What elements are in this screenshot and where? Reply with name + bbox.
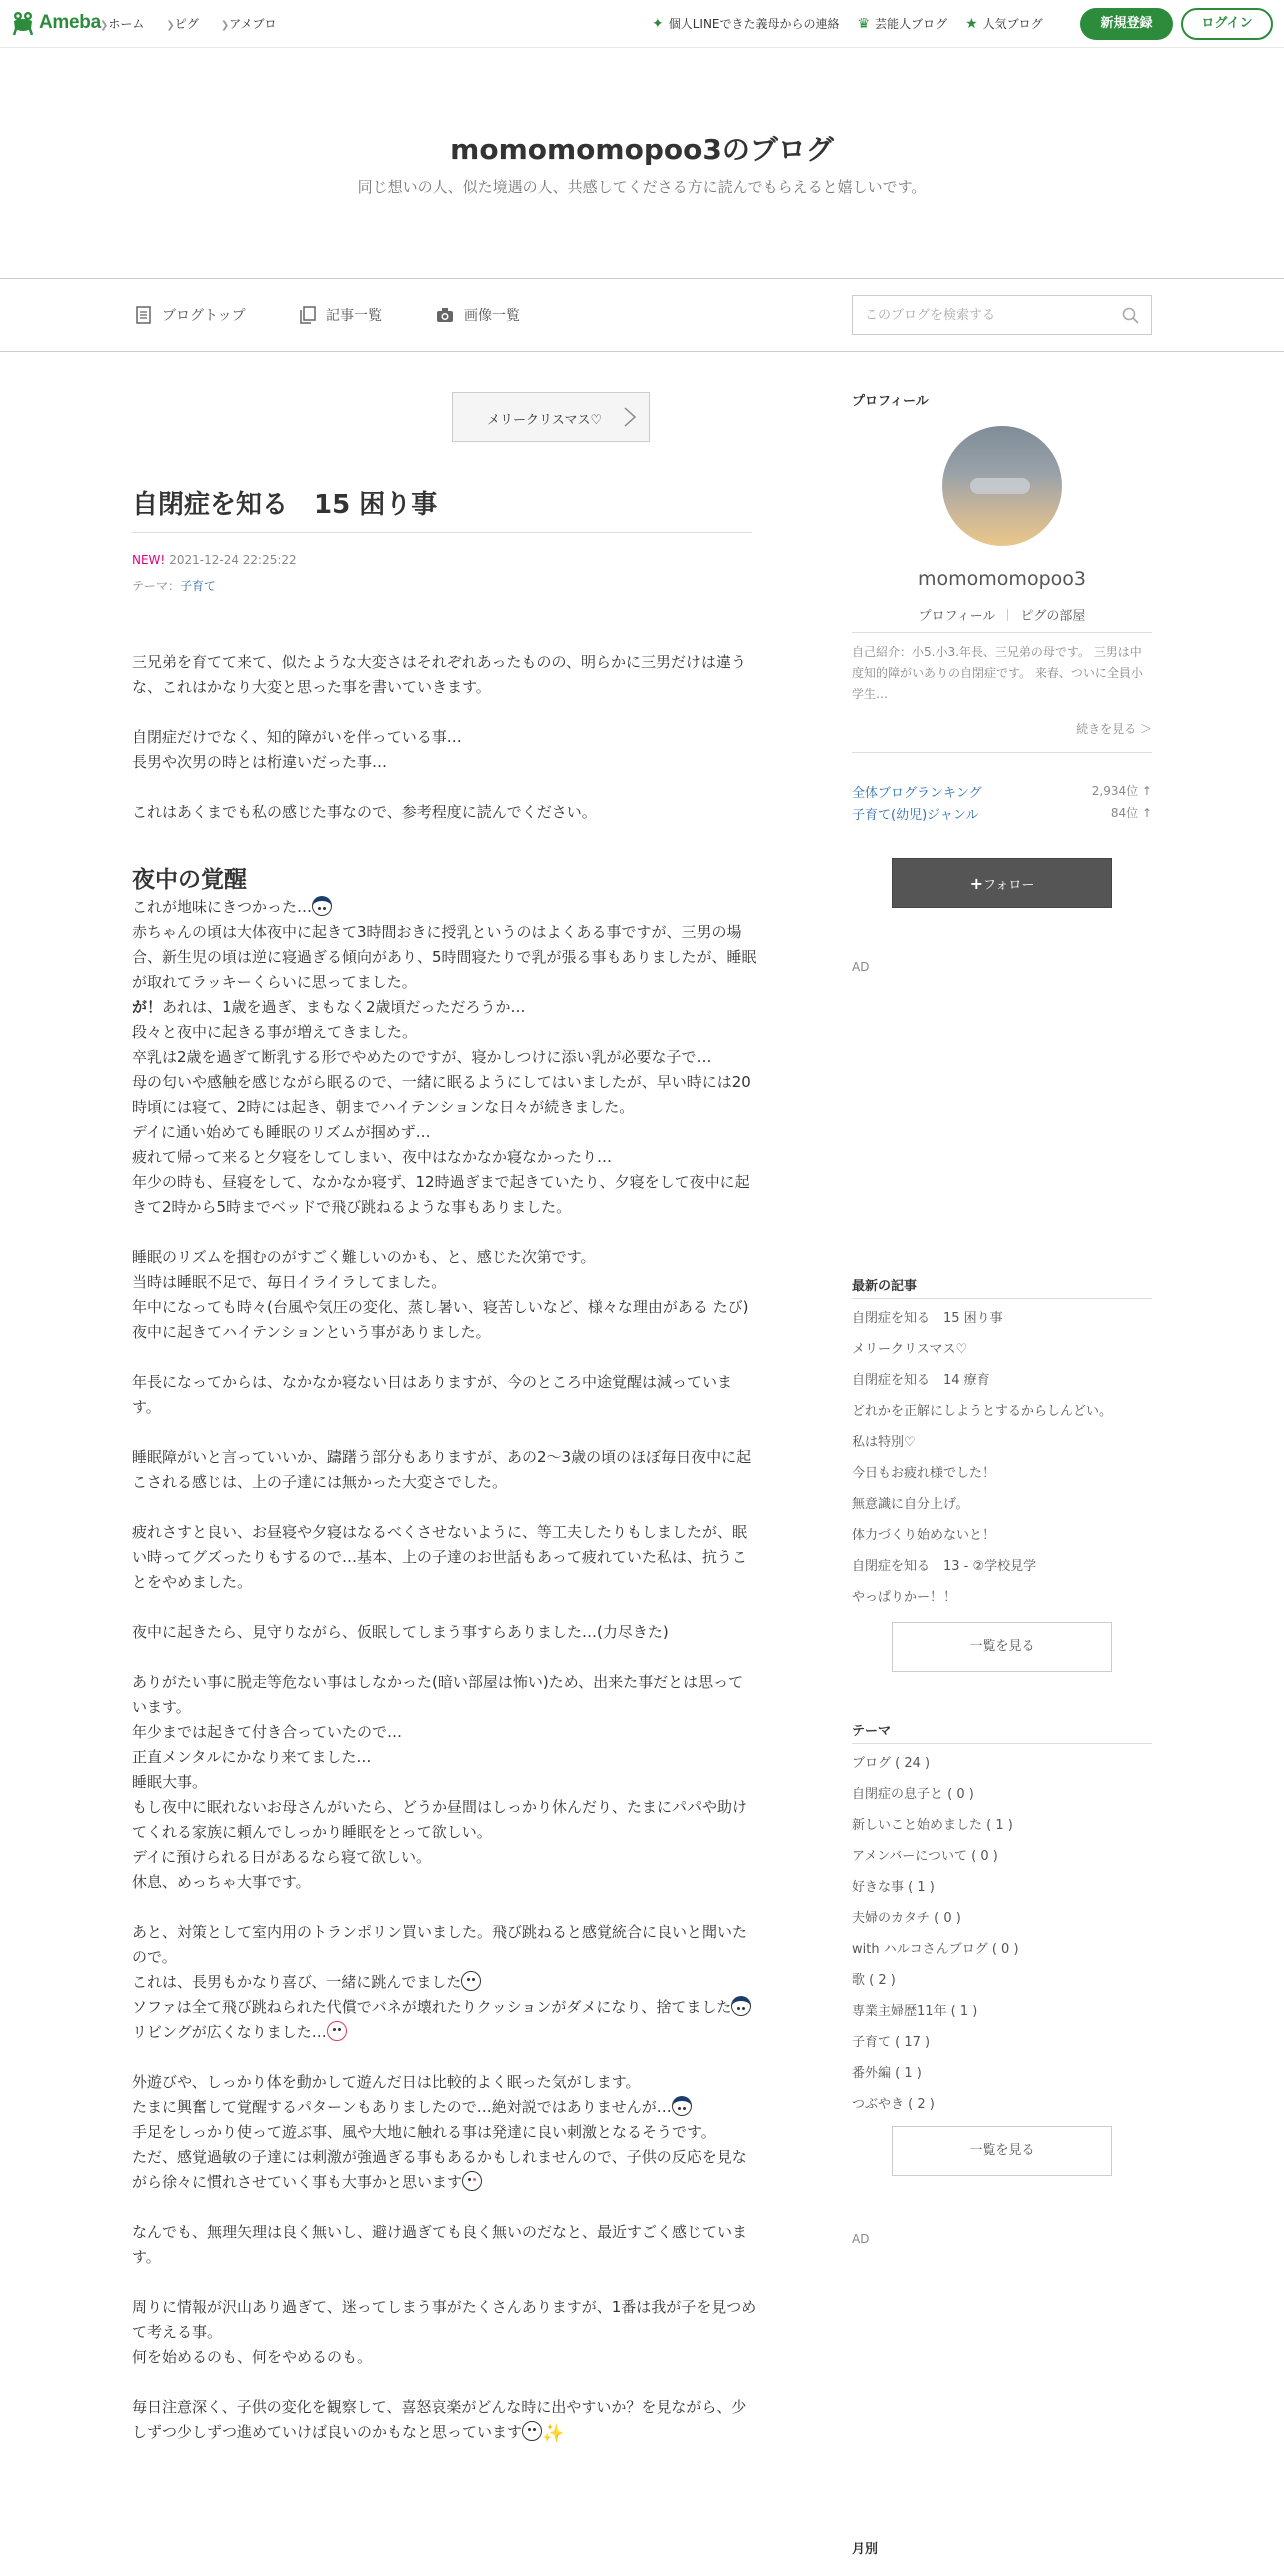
paragraph: 睡眠大事。 bbox=[132, 1773, 208, 1791]
wink-heart-icon bbox=[462, 2171, 482, 2191]
recent-heading: 最新の記事 bbox=[852, 1279, 918, 1294]
global-header bbox=[0, 0, 1284, 48]
title-divider bbox=[132, 532, 752, 533]
paragraph: これは、長男もかなり喜び、一緒に跳んでました bbox=[132, 1970, 757, 1995]
profile-link[interactable]: プロフィール bbox=[918, 609, 996, 624]
theme-link[interactable]: 自閉症の息子と ( 0 ) bbox=[852, 1787, 974, 1802]
article-intro bbox=[132, 650, 757, 825]
paragraph: あと、対策として室内用のトランポリン買いました。飛び跳ねると感覚統合に良いと聞いたので。 bbox=[132, 1923, 748, 1966]
sweat-face-icon bbox=[672, 2096, 692, 2116]
recent-article-link[interactable]: どれかを正解にしようとするからしんどい。 bbox=[852, 1404, 1113, 1419]
smile-icon bbox=[461, 1971, 481, 1991]
profile-intro: 自己紹介：小5.小3.年長、三兄弟の母です。 三男は中度知的障がいありの自閉症です。 来春、ついに全員小学生… bbox=[852, 645, 1143, 701]
paragraph: 夜中に起きたら、見守りながら、仮眠してしまう事すらありました…(力尽きた) bbox=[132, 1623, 669, 1641]
nav-ameblo[interactable]: ❯アメブロ bbox=[220, 17, 277, 31]
paragraph: が！あれは、1歳を過ぎ、まもなく2歳頃だっただろうか… bbox=[132, 998, 526, 1016]
document-icon bbox=[136, 306, 152, 324]
profile-name[interactable]: momomomopoo3 bbox=[918, 568, 1086, 590]
theme-link[interactable]: 専業主婦歴11年 ( 1 ) bbox=[852, 2004, 978, 2019]
divider bbox=[852, 1743, 1152, 1744]
monthly-heading: 月別 bbox=[852, 2542, 879, 2557]
paragraph: 自閉症だけでなく、知的障がいを伴っている事… bbox=[132, 728, 462, 746]
paragraph: 正直メンタルにかなり来てました… bbox=[132, 1748, 372, 1766]
sparkle-icon: ✨ bbox=[542, 2423, 565, 2444]
recent-articles-list bbox=[852, 1303, 1152, 1613]
chevron-right-icon: ❯ bbox=[220, 20, 230, 31]
star-icon: ★ bbox=[965, 15, 978, 32]
paragraph: 当時は睡眠不足で、毎日イライラしてました。 bbox=[132, 1273, 447, 1291]
recent-article-link[interactable]: 今日もお疲れ様でした！ bbox=[852, 1466, 996, 1481]
paragraph: 年中になっても時々(台風や気圧の変化、蒸し暑い、寝苦しいなど、様々な理由がある たび)夜中に起きてハイテンションという事がありました。 bbox=[132, 1298, 749, 1341]
divider bbox=[852, 1298, 1152, 1299]
paragraph: たまに興奮して覚醒するパターンもありましたので…絶対説ではありませんが… bbox=[132, 2095, 757, 2120]
theme-link[interactable]: アメンバーについて ( 0 ) bbox=[852, 1849, 998, 1864]
paragraph: 何を始めるのも、何をやめるのも。 bbox=[132, 2348, 373, 2366]
theme-link[interactable]: with ハルコさんブログ ( 0 ) bbox=[852, 1942, 1019, 1957]
paragraph: もし夜中に眠れないお母さんがいたら、どうか昼間はしっかり休んだり、たまにパパや助けてくれる家族に頼んでしっかり睡眠をとって欲しい。 bbox=[132, 1798, 748, 1841]
recent-article-link[interactable]: 自閉症を知る 13 - ②学校見学 bbox=[852, 1559, 1037, 1574]
sweat-face-icon bbox=[312, 896, 332, 916]
follow-button[interactable]: +フォロー bbox=[892, 858, 1112, 908]
paragraph: 三兄弟を育てて来て、似たような大変さはそれぞれあったものの、明らかに三男だけは違うな、これはかなり大変と思った事を書いていきます。 bbox=[132, 653, 746, 696]
theme-list bbox=[852, 1748, 1152, 2120]
article-title: 自閉症を知る 15 困り事 bbox=[132, 490, 438, 520]
header-links bbox=[652, 15, 1043, 32]
article-body bbox=[132, 650, 757, 2446]
recent-article-link[interactable]: やっぱりかー！！ bbox=[852, 1590, 957, 1605]
paragraph: 疲れて帰って来ると夕寝をしてしまい、夜中はなかなか寝なかったり… bbox=[132, 1148, 613, 1166]
crown-icon: ♛ bbox=[857, 15, 871, 32]
article-theme: テーマ：子育て bbox=[132, 579, 217, 593]
paragraph: 段々と夜中に起きる事が増えてきました。 bbox=[132, 1023, 418, 1041]
ad-label: AD bbox=[852, 960, 870, 974]
paragraph: なんでも、無理矢理は良く無いし、避け過ぎても良く無いのだなと、最近すごく感じています。 bbox=[132, 2223, 748, 2266]
section-heading: 夜中の覚醒 bbox=[132, 867, 247, 893]
theme-link[interactable]: 子育て ( 17 ) bbox=[852, 2035, 931, 2050]
blog-search-input[interactable] bbox=[853, 296, 1103, 334]
chevron-right-icon bbox=[623, 406, 637, 428]
paragraph: 休息、めっちゃ大事です。 bbox=[132, 1873, 311, 1891]
paragraph: 母の匂いや感触を感じながら眠るので、一緒に眠るようにしてはいましたが、早い時には20時頃には寝て、2時には起き、朝までハイテンションな日々が続きました。 bbox=[132, 1073, 751, 1116]
recent-article-link[interactable]: 自閉症を知る 14 療育 bbox=[852, 1373, 990, 1388]
paragraph: 長男や次男の時とは桁違いだった事… bbox=[132, 753, 388, 771]
article-block bbox=[132, 920, 757, 995]
paragraph: デイに預けられる日があるなら寝て欲しい。 bbox=[132, 1848, 431, 1866]
avatar[interactable] bbox=[942, 426, 1062, 546]
prev-article-button[interactable] bbox=[452, 392, 650, 442]
paragraph: 毎日注意深く、子供の変化を観察して、喜怒哀楽がどんな時に出やすいか？を見ながら、少しずつ少しずつ進めていけば良いのかもなと思っています ✨ bbox=[132, 2398, 747, 2444]
ameba-logo-text: Ameba bbox=[39, 12, 101, 33]
plus-icon: + bbox=[969, 874, 984, 893]
paragraph: ありがたい事に脱走等危ない事はしなかった(暗い部屋は怖い)ため、出来た事だとは思っています。 bbox=[132, 1673, 744, 1716]
article-date: 2021-12-24 22:25:22 bbox=[169, 553, 297, 567]
link-trending-article[interactable]: ✦ 個人LINEできた義母からの連絡 bbox=[652, 15, 840, 32]
paragraph: 年少の時も、昼寝をして、なかなか寝ず、12時過ぎまで起きていたり、夕寝をして夜中に起きて2時から5時までベッドで飛び跳ねるような事もありました。 bbox=[132, 1173, 750, 1216]
nav-home[interactable]: ❯ホーム bbox=[100, 17, 145, 31]
paragraph: 疲れさすと良い、お昼寝や夕寝はなるべくさせないように、等工夫したりもしましたが、眠い時ってグズったりもするので…基本、上の子達のお世話もあって疲れていた私は、抗うことをやめました。 bbox=[132, 1523, 748, 1591]
tab-image-list[interactable]: 画像一覧 bbox=[436, 305, 520, 325]
theme-link[interactable]: つぶやき ( 2 ) bbox=[852, 2097, 935, 2112]
sad-face-icon bbox=[731, 1996, 751, 2016]
register-button[interactable]: 新規登録 bbox=[1080, 8, 1173, 40]
recent-list-more-button[interactable]: 一覧を見る bbox=[892, 1622, 1112, 1672]
prev-article-label: メリークリスマス♡ bbox=[487, 413, 603, 428]
theme-link[interactable]: 歌 ( 2 ) bbox=[852, 1973, 896, 1988]
article-meta bbox=[132, 553, 297, 567]
divider bbox=[852, 752, 1152, 753]
blog-nav bbox=[0, 278, 1284, 352]
nav-pigg[interactable]: ❯ピグ bbox=[166, 17, 199, 31]
recent-article-link[interactable]: 体力づくり始めないと！ bbox=[852, 1528, 996, 1543]
paragraph: 年長になってからは、なかなか寝ない日はありますが、今のところ中途覚醒は減っています。 bbox=[132, 1373, 733, 1416]
paragraph: ただ、感覚過敏の子達には刺激が強過ぎる事もあるかもしれませんので、子供の反応を見ながら徐々に慣れさせていく事も大事かと思います bbox=[132, 2148, 747, 2191]
recent-article-link[interactable]: 無意識に自分上げ。 bbox=[852, 1497, 969, 1512]
copy-icon bbox=[300, 306, 316, 324]
ameba-logo[interactable] bbox=[12, 11, 101, 35]
paragraph: 年少までは起きて付き合っていたので… bbox=[132, 1723, 403, 1741]
theme-link[interactable]: 新しいこと始めました ( 1 ) bbox=[852, 1818, 1013, 1833]
ranking-genre: 子育て(幼児)ジャンル 84位 ↑ bbox=[852, 806, 1152, 823]
paragraph: これが地味にきつかった… bbox=[132, 895, 757, 920]
paragraph: デイに通い始めても睡眠のリズムが掴めず… bbox=[132, 1123, 431, 1141]
blog-description: 同じ想いの人、似た境遇の人、共感してくださる方に読んでもらえると嬉しいです。 bbox=[357, 178, 927, 196]
paragraph: 睡眠のリズムを掴むのがすごく難しいのかも、と、感じた次第です。 bbox=[132, 1248, 596, 1266]
paragraph: リビングが広くなりました… bbox=[132, 2020, 757, 2045]
paragraph: 手足をしっかり使って遊ぶ事、風や大地に触れる事は発達に良い刺激となるそうです。 bbox=[132, 2123, 716, 2141]
recent-article-link[interactable]: 自閉症を知る 15 困り事 bbox=[852, 1311, 1003, 1326]
tab-blog-top[interactable]: ブログトップ bbox=[136, 305, 246, 325]
smile-icon bbox=[522, 2421, 542, 2441]
link-celebrity-blogs[interactable]: ♛ 芸能人ブログ bbox=[857, 15, 948, 32]
pig-room-link[interactable]: ピグの部屋 bbox=[1020, 609, 1086, 624]
camera-icon bbox=[436, 306, 454, 324]
recent-article-link[interactable]: メリークリスマス♡ bbox=[852, 1342, 968, 1357]
chevron-right-icon: ❯ bbox=[100, 20, 109, 31]
theme-link[interactable]: 夫婦のカタチ ( 0 ) bbox=[852, 1911, 961, 1926]
divider bbox=[852, 632, 1152, 633]
new-badge: NEW! bbox=[132, 553, 166, 567]
search-icon[interactable] bbox=[1122, 307, 1139, 324]
paragraph: 卒乳は2歳を過ぎて断乳する形でやめたのですが、寝かしつけに添い乳が必要な子で… bbox=[132, 1048, 712, 1066]
article-block bbox=[132, 2220, 757, 2395]
read-more-link[interactable]: 続きを見る ＞ bbox=[1076, 722, 1152, 736]
paragraph: 外遊びや、しっかり体を動かして遊んだ日は比較的よく眠った気がします。 bbox=[132, 2073, 641, 2091]
profile-links bbox=[852, 605, 1152, 624]
recent-article-link[interactable]: 私は特別♡ bbox=[852, 1435, 916, 1450]
blog-header bbox=[0, 48, 1284, 278]
theme-heading: テーマ bbox=[852, 1724, 892, 1739]
paragraph: 睡眠障がいと言っていいか、躊躇う部分もありますが、あの2〜3歳の頃のほぼ毎日夜中に起こされる感じは、上の子達には無かった大変さでした。 bbox=[132, 1448, 752, 1491]
theme-link[interactable]: ブログ ( 24 ) bbox=[852, 1756, 931, 1771]
ranking-overall: 全体ブログランキング 2,934位 ↑ bbox=[852, 784, 1152, 801]
blog-title[interactable]: momomomopoo3のブログ bbox=[450, 133, 834, 166]
crying-face-icon bbox=[327, 2021, 347, 2041]
paragraph: これはあくまでも私の感じた事なので、参考程度に読んでください。 bbox=[132, 803, 597, 821]
ad-label: AD bbox=[852, 2232, 870, 2246]
theme-list-more-button[interactable]: 一覧を見る bbox=[892, 2126, 1112, 2176]
blog-search bbox=[852, 295, 1152, 335]
article-block bbox=[132, 1020, 757, 1970]
login-button[interactable]: ログイン bbox=[1181, 8, 1273, 40]
sparkle-icon: ✦ bbox=[652, 15, 664, 32]
link-popular-blogs[interactable]: ★ 人気ブログ bbox=[965, 15, 1043, 32]
paragraph: ソファは全て飛び跳ねられた代償でバネが壊れたりクッションがダメになり、捨てました bbox=[132, 1995, 757, 2020]
theme-link[interactable]: 番外編 ( 1 ) bbox=[852, 2066, 922, 2081]
ameba-frog-icon bbox=[12, 11, 34, 35]
theme-link[interactable]: 好きな事 ( 1 ) bbox=[852, 1880, 935, 1895]
article-theme-link[interactable]: 子育て bbox=[180, 579, 217, 593]
paragraph: 周りに情報が沢山あり過ぎて、迷ってしまう事がたくさんありますが、1番は我が子を見つめて考える事。 bbox=[132, 2298, 757, 2341]
tab-article-list[interactable]: 記事一覧 bbox=[300, 305, 382, 325]
chevron-right-icon: ❯ bbox=[166, 20, 175, 31]
global-nav bbox=[100, 15, 276, 32]
paragraph: 赤ちゃんの頃は大体夜中に起きて3時間おきに授乳というのはよくある事ですが、三男の場合、新生児の頃は逆に寝過ぎる傾向があり、5時間寝たりで乳が張る事もありましたが、睡眠が取れてラッキーくらいに思ってました。 bbox=[132, 923, 757, 991]
profile-heading: プロフィール bbox=[852, 394, 929, 409]
